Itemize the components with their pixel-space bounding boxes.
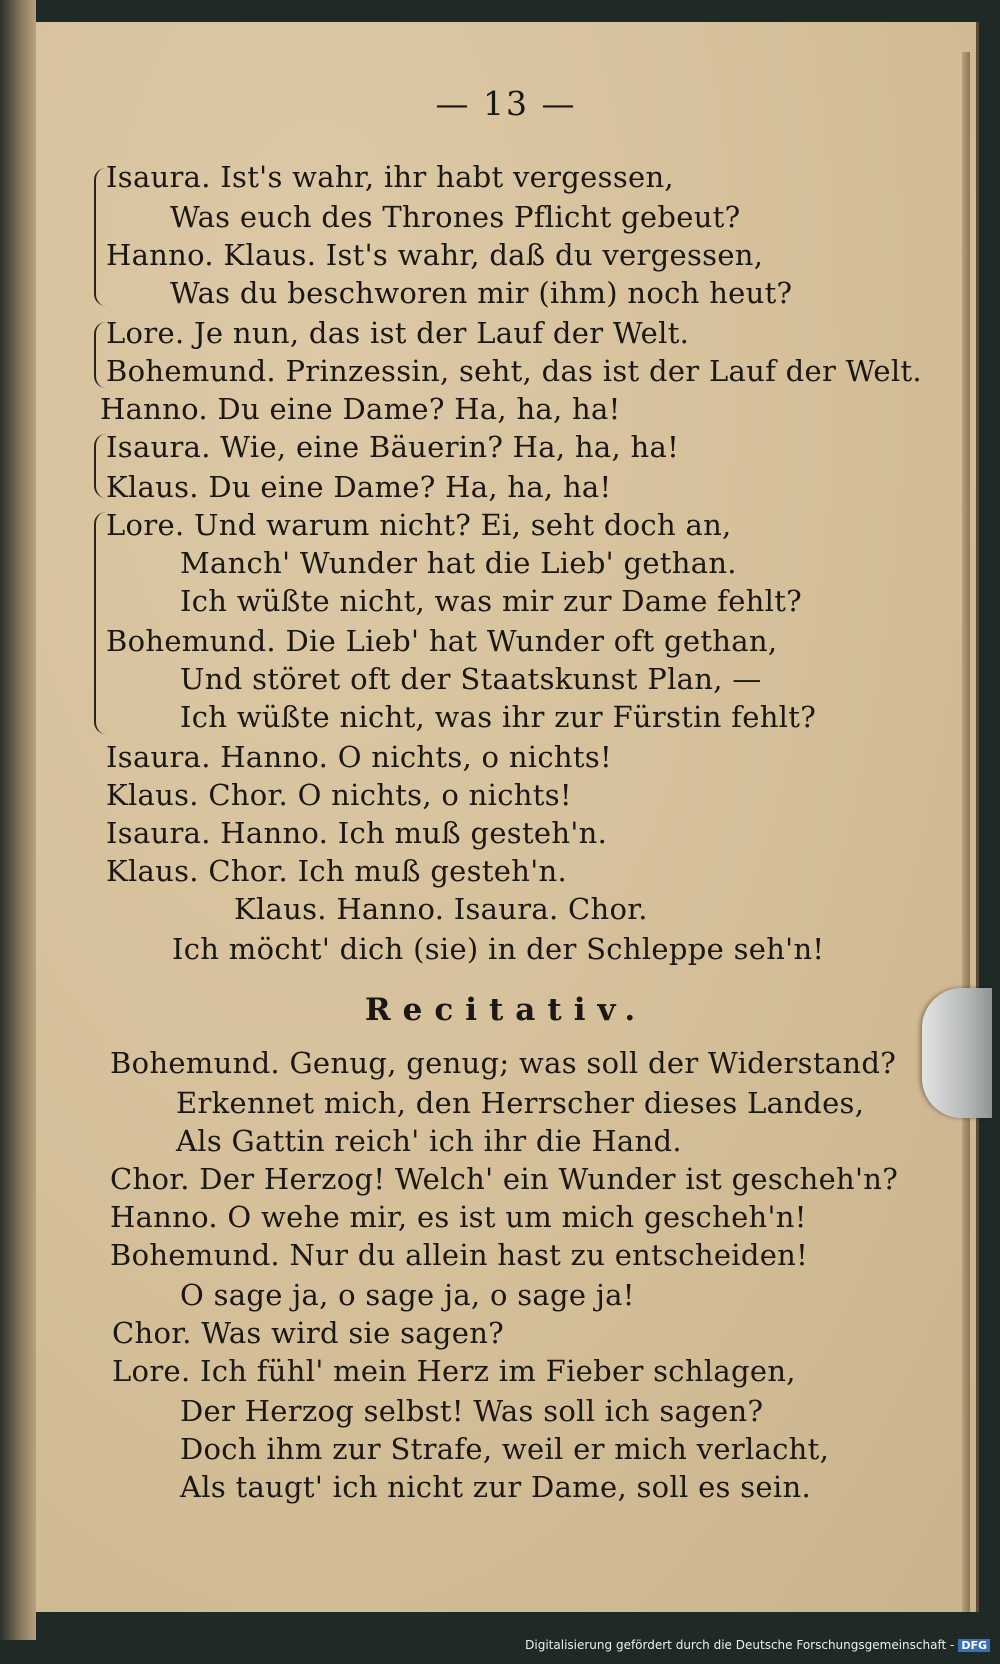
dfg-logo: DFG	[958, 1639, 990, 1652]
lyric-line: Was euch des Thrones Pflicht gebeut?	[170, 200, 741, 234]
lyric-line: Und störet oft der Staatskunst Plan, —	[180, 662, 762, 696]
lyric-line: Klaus. Chor. Ich muß gesteh'n.	[106, 854, 567, 888]
lyric-line: Lore. Ich fühl' mein Herz im Fieber schlagen,	[112, 1354, 796, 1388]
lyric-line: Chor. Der Herzog! Welch' ein Wunder ist gescheh'n?	[110, 1162, 899, 1196]
left-page-edge	[0, 0, 36, 1640]
section-heading: Recitativ.	[364, 992, 648, 1028]
lyric-line: Klaus. Chor. O nichts, o nichts!	[106, 778, 572, 812]
digitization-credit	[519, 1636, 996, 1660]
lyric-line: Isaura. Hanno. O nichts, o nichts!	[106, 740, 612, 774]
lyric-line: Manch' Wunder hat die Lieb' gethan.	[180, 546, 737, 580]
lyric-line: Bohemund. Genug, genug; was soll der Widerstand?	[110, 1046, 897, 1080]
lyric-line: Isaura. Hanno. Ich muß gesteh'n.	[106, 816, 608, 850]
lyric-line: Ich wüßte nicht, was ihr zur Fürstin fehlt?	[180, 700, 817, 734]
page-edge-shadow	[962, 52, 970, 1612]
lyric-line: Als Gattin reich' ich ihr die Hand.	[176, 1124, 682, 1158]
lyric-line: Erkennet mich, den Herrscher dieses Landes,	[176, 1086, 865, 1120]
lyric-line: Hanno. Klaus. Ist's wahr, daß du vergessen,	[106, 238, 764, 272]
lyric-line: Klaus. Hanno. Isaura. Chor.	[234, 892, 648, 926]
lyric-line: Lore. Und warum nicht? Ei, seht doch an,	[106, 508, 732, 542]
lyric-line: Doch ihm zur Strafe, weil er mich verlacht,	[180, 1432, 830, 1466]
lyric-line: Bohemund. Nur du allein hast zu entscheiden!	[110, 1238, 809, 1272]
lyric-line: Was du beschworen mir (ihm) noch heut?	[170, 276, 793, 310]
lyric-line: Klaus. Du eine Dame? Ha, ha, ha!	[106, 470, 612, 504]
credit-text: Digitalisierung gefördert durch die Deutsche Forschungsgemeinschaft -	[525, 1638, 955, 1652]
lyric-line: Chor. Was wird sie sagen?	[112, 1316, 505, 1350]
lyric-line: Bohemund. Prinzessin, seht, das ist der Lauf der Welt.	[106, 354, 922, 388]
lyric-line: Lore. Je nun, das ist der Lauf der Welt.	[106, 316, 690, 350]
lyric-line: Der Herzog selbst! Was soll ich sagen?	[180, 1394, 764, 1428]
lyric-line: Ich möcht' dich (sie) in der Schleppe seh'n!	[172, 932, 825, 966]
lyric-line: Hanno. Du eine Dame? Ha, ha, ha!	[100, 392, 621, 426]
lyric-line: Als taugt' ich nicht zur Dame, soll es sein.	[180, 1470, 811, 1504]
lyric-line: Isaura. Wie, eine Bäuerin? Ha, ha, ha!	[106, 430, 680, 464]
lyric-line: Bohemund. Die Lieb' hat Wunder oft gethan,	[106, 624, 778, 658]
lyric-line: Hanno. O wehe mir, es ist um mich gescheh'n!	[110, 1200, 807, 1234]
brace-lore-bohemund-2	[94, 512, 110, 734]
lyric-line: Isaura. Ist's wahr, ihr habt vergessen,	[106, 160, 674, 194]
page-number: — 13 —	[435, 84, 577, 123]
lyric-line: Ich wüßte nicht, was mir zur Dame fehlt?	[180, 584, 803, 618]
lyric-line: O sage ja, o sage ja, o sage ja!	[180, 1278, 635, 1312]
